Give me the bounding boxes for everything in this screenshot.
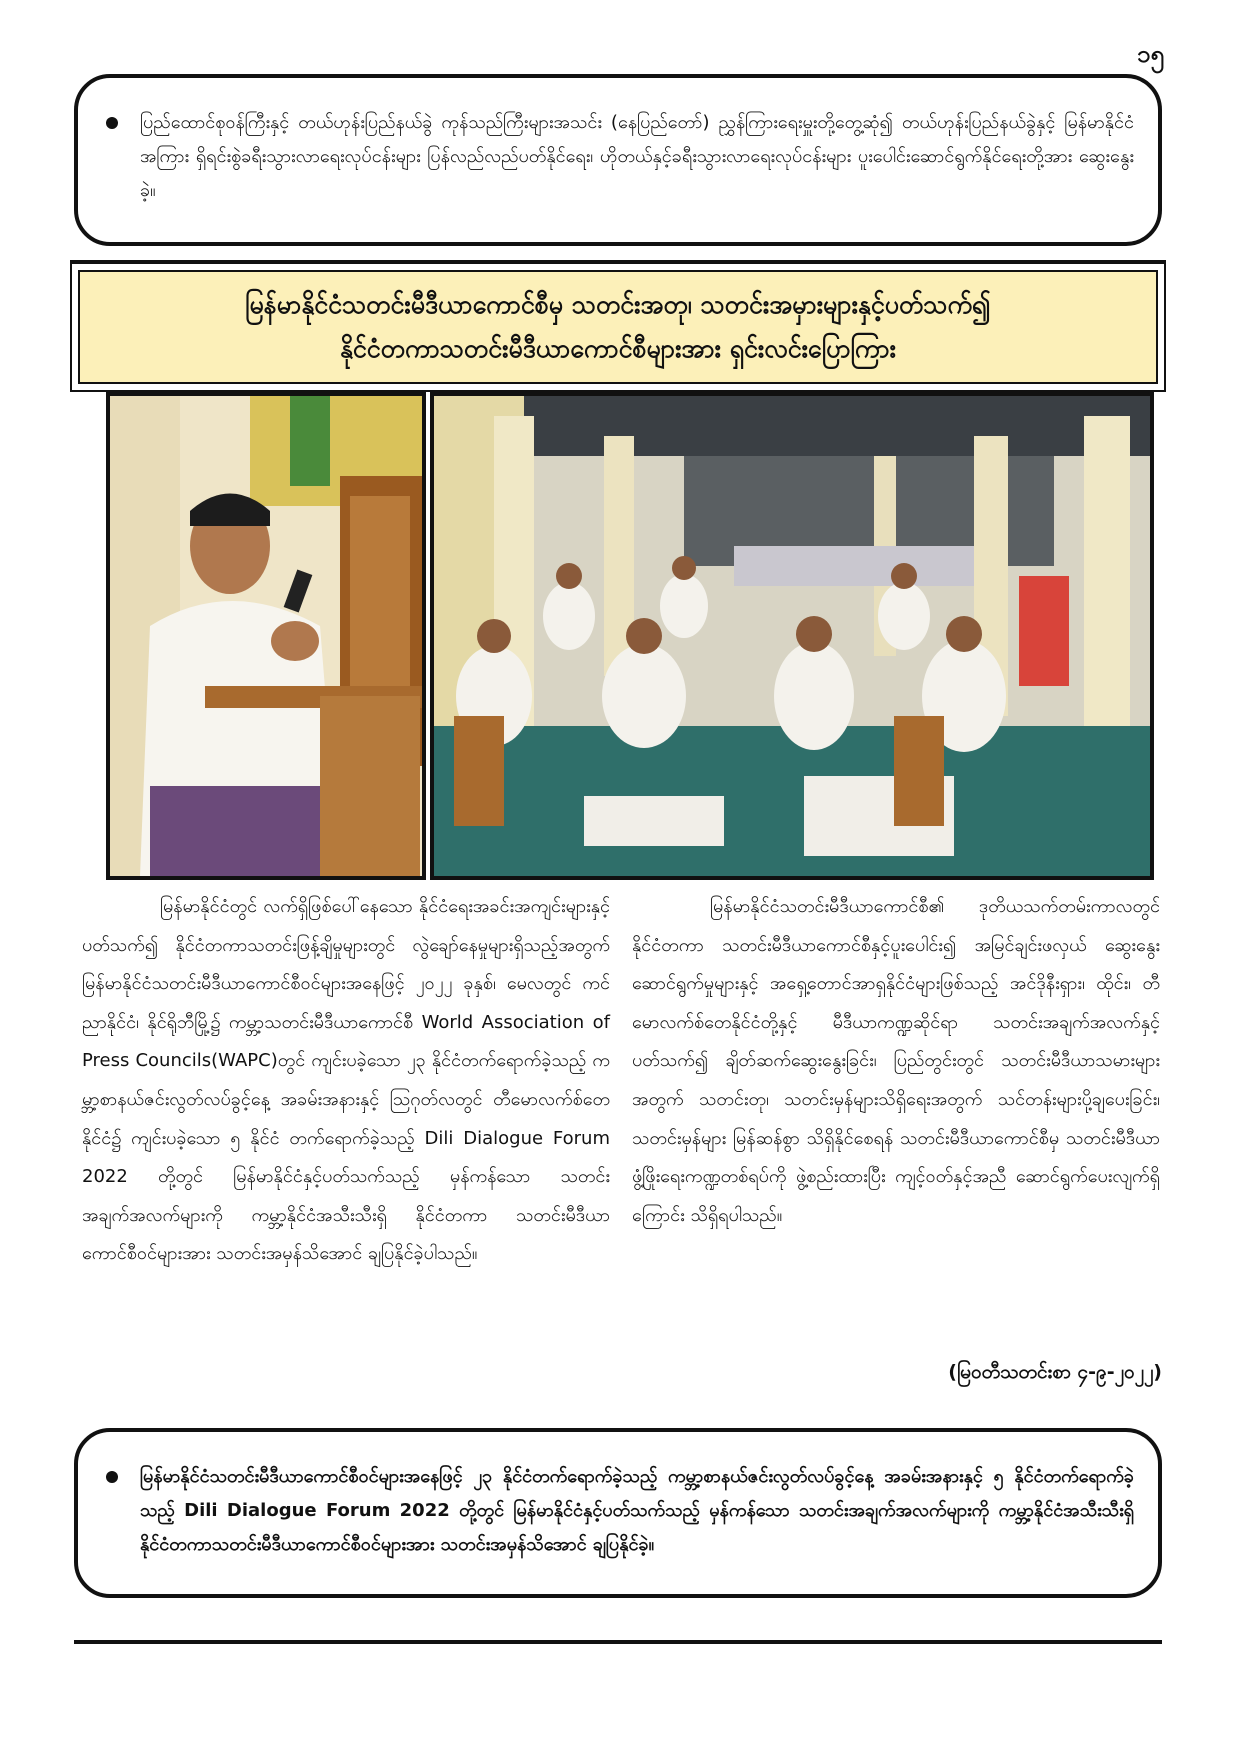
article-paragraph-left: မြန်မာနိုင်ငံတွင် လက်ရှိဖြစ်ပေါ်နေသော နိုင်ငံရေးအခင်းအကျင်းများနှင့်ပတ်သက်၍ နိုင်ငံတကာသတင်းဖြန့်ချိမှုများတွင် လွဲချော်နေမှုများရှိသည့်အတွက် မြန်မာနိုင်ငံသတင်းမီဒီယာကောင်စီဝင်များအနေဖြင့် ၂၀၂၂ ခုနှစ်၊ မေလတွင် ကင်ညာနိုင်ငံ၊ နိုင်ရိုဘီမြို့၌ ကမ္ဘာ့သတင်းမီဒီယာကောင်စီ World Association of Press Councils(WAPC)တွင် ကျင်းပခဲ့သော ၂၃ နိုင်ငံတက်ရောက်ခဲ့သည့် ကမ္ဘာ့စာနယ်ဇင်းလွတ်လပ်ခွင့်နေ့ အခမ်းအနားနှင့် ဩဂုတ်လတွင် တီမောလက်စ်တေနိုင်ငံ၌ ကျင်းပခဲ့သော ၅ နိုင်ငံ တက်ရောက်ခဲ့သည့် Dili Dialogue Forum 2022 တို့တွင် မြန်မာနိုင်ငံနှင့်ပတ်သက်သည့် မှန်ကန်သော သတင်းအချက်အလက်များကို ကမ္ဘာ့နိုင်ငံအသီးသီးရှိ နိုင်ငံတကာ သတင်းမီဒီယာကောင်စီဝင်များအား သတင်းအမှန်သိအောင် ချပြနိုင်ခဲ့ပါသည်။	[82, 896, 610, 1265]
source-citation: (မြဝတီသတင်းစာ ၄-၉-၂၀၂၂)	[948, 1361, 1162, 1383]
bottom-divider	[74, 1640, 1162, 1644]
page-number: ၁၅	[1137, 40, 1164, 68]
bullet-text: မြန်မာနိုင်ငံသတင်းမီဒီယာကောင်စီဝင်များအနေဖြင့် ၂၃ နိုင်ငံတက်ရောက်ခဲ့သည့် ကမ္ဘာ့စာနယ်ဇင်းလွတ်လပ်ခွင့်နေ့ အခမ်းအနားနှင့် ၅ နိုင်ငံတက်ရောက်ခဲ့သည့် Dili Dialogue Forum 2022 တို့တွင် မြန်မာနိုင်ငံနှင့်ပတ်သက်သည့် မှန်ကန်သော သတင်းအချက်အလက်များကို ကမ္ဘာ့နိုင်ငံအသီးသီးရှိ နိုင်ငံတကာသတင်းမီဒီယာကောင်စီဝင်များအား သတင်းအမှန်သိအောင် ချပြနိုင်ခဲ့။	[140, 1466, 1134, 1555]
bullet-text: ပြည်ထောင်စုဝန်ကြီးနှင့် တယ်ဟုန်းပြည်နယ်ခွဲ ကုန်သည်ကြီးများအသင်း (နေပြည်တော်) ညွှန်ကြားရေးမှူးတို့တွေ့ဆုံ၍ တယ်ဟုန်းပြည်နယ်ခွဲနှင့် မြန်မာနိုင်ငံအကြား ရှိရင်းစွဲခရီးသွားလာရေးလုပ်ငန်းများ ပြန်လည်လည်ပတ်နိုင်ရေး၊ ဟိုတယ်နှင့်ခရီးသွားလာရေးလုပ်ငန်းများ ပူးပေါင်းဆောင်ရွက်နိုင်ရေးတို့အား ဆွေးနွေးခဲ့။	[140, 112, 1134, 201]
article-column-right	[632, 888, 1160, 1235]
headline-frame	[70, 260, 1166, 392]
bullet-item	[102, 1460, 1134, 1562]
article-column-left	[82, 888, 610, 1274]
audience-seated-in-hall-image	[434, 396, 1150, 876]
summary-box-bottom	[74, 1428, 1162, 1598]
summary-box-top	[74, 74, 1162, 246]
headline-line-2: နိုင်ငံတကာသတင်းမီဒီယာကောင်စီများအား ရှင်းလင်းပြောကြား	[339, 334, 897, 363]
bullet-item	[102, 106, 1134, 208]
headline-box	[78, 270, 1158, 384]
bullet-dot-icon	[106, 1471, 118, 1483]
article-paragraph-right: မြန်မာနိုင်ငံသတင်းမီဒီယာကောင်စီ၏ ဒုတိယသက်တမ်းကာလတွင် နိုင်ငံတကာ သတင်းမီဒီယာကောင်စီနှင့်ပူးပေါင်း၍ အမြင်ချင်းဖလှယ် ဆွေးနွေးဆောင်ရွက်မှုများနှင့် အရှေ့တောင်အာရှနိုင်ငံများဖြစ်သည့် အင်ဒိုနီးရှား၊ ထိုင်း၊ တီမောလက်စ်တေနိုင်ငံတို့နှင့် မီဒီယာကဏ္ဍဆိုင်ရာ သတင်းအချက်အလက်နှင့်ပတ်သက်၍ ချိတ်ဆက်ဆွေးနွေးခြင်း၊ ပြည်တွင်းတွင် သတင်းမီဒီယာသမားများအတွက် သတင်းတု၊ သတင်းမှန်များသိရှိရေးအတွက် သင်တန်းများပို့ချပေးခြင်း၊ သတင်းမှန်များ မြန်ဆန်စွာ သိရှိနိုင်စေရန် သတင်းမီဒီယာကောင်စီမှ သတင်းမီဒီယာဖွံ့ဖြိုးရေးကဏ္ဍတစ်ရပ်ကို ဖွဲ့စည်းထားပြီး ကျင့်ဝတ်နှင့်အညီ ဆောင်ရွက်ပေးလျက်ရှိကြောင်း သိရှိရပါသည်။	[632, 896, 1160, 1226]
speaker-at-podium-image	[110, 396, 422, 876]
audience-photo	[430, 392, 1154, 880]
speaker-photo	[106, 392, 426, 880]
headline-line-1: မြန်မာနိုင်ငံသတင်းမီဒီယာကောင်စီမှ သတင်းအတု၊ သတင်းအမှားများနှင့်ပတ်သက်၍	[245, 290, 991, 319]
bullet-dot-icon	[106, 117, 118, 129]
